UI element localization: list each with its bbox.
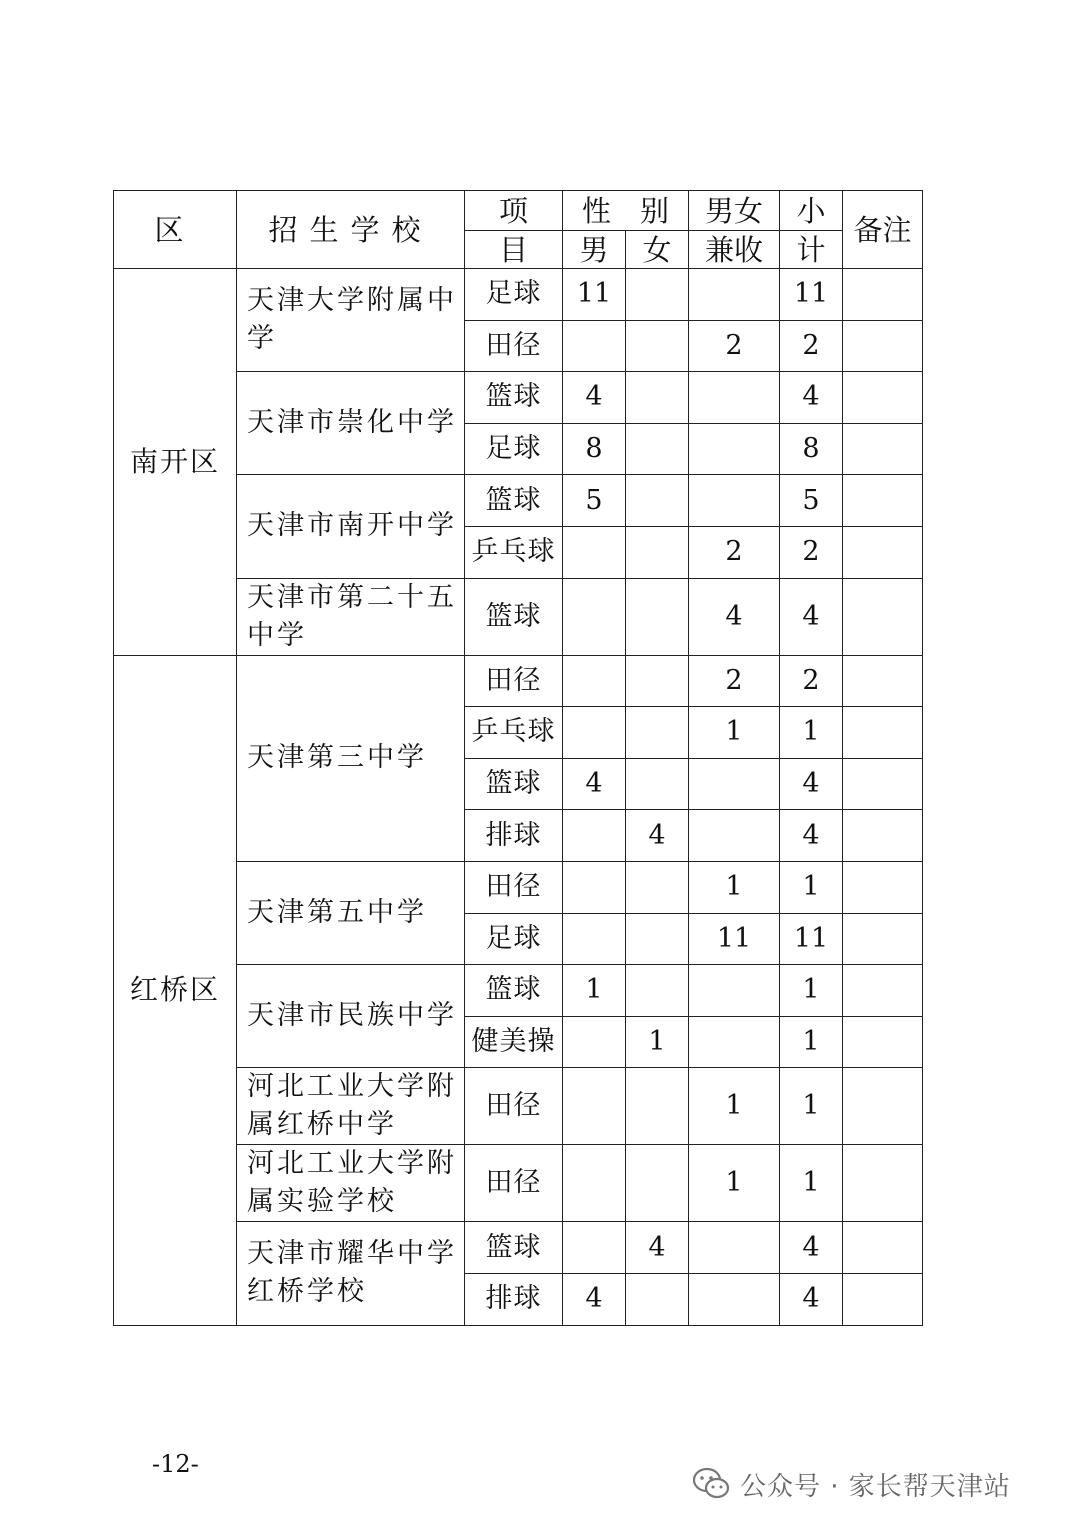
subtotal-cell: 5: [780, 475, 843, 527]
coed-count-cell: [689, 1273, 780, 1325]
sport-cell: 篮球: [465, 965, 563, 1017]
female-count-cell: [626, 320, 689, 372]
male-count-cell: [563, 526, 626, 578]
female-count-cell: 4: [626, 1222, 689, 1274]
male-count-cell: [563, 913, 626, 965]
header-male: 男: [563, 231, 626, 269]
subtotal-cell: 4: [780, 758, 843, 810]
male-count-cell: 1: [563, 965, 626, 1017]
sport-cell: 健美操: [465, 1016, 563, 1068]
coed-count-cell: [689, 965, 780, 1017]
sport-cell: 足球: [465, 269, 563, 321]
remark-cell: [843, 1273, 923, 1325]
sport-cell: 排球: [465, 810, 563, 862]
district-cell: 红桥区: [114, 655, 237, 1325]
female-count-cell: [626, 707, 689, 759]
male-count-cell: 4: [563, 1273, 626, 1325]
sport-cell: 足球: [465, 423, 563, 475]
subtotal-cell: 2: [780, 655, 843, 707]
remark-cell: [843, 1016, 923, 1068]
male-count-cell: [563, 320, 626, 372]
sport-cell: 篮球: [465, 372, 563, 424]
table-row: [114, 269, 923, 321]
female-count-cell: 1: [626, 1016, 689, 1068]
remark-cell: [843, 965, 923, 1017]
remark-cell: [843, 475, 923, 527]
watermark: [692, 1464, 1011, 1504]
subtotal-cell: 1: [780, 861, 843, 913]
coed-count-cell: 2: [689, 655, 780, 707]
remark-cell: [843, 1145, 923, 1222]
coed-count-cell: 1: [689, 707, 780, 759]
watermark-text: 公众号 · 家长帮天津站: [740, 1471, 1011, 1502]
coed-count-cell: 1: [689, 1068, 780, 1145]
coed-count-cell: [689, 372, 780, 424]
remark-cell: [843, 913, 923, 965]
sport-cell: 篮球: [465, 758, 563, 810]
school-cell: 天津大学附属中学: [237, 269, 465, 372]
male-count-cell: [563, 1145, 626, 1222]
remark-cell: [843, 1068, 923, 1145]
table-row: [114, 655, 923, 707]
header-sport-top: 项: [465, 191, 563, 231]
school-cell: 天津市民族中学: [237, 965, 465, 1068]
remark-cell: [843, 707, 923, 759]
school-cell: 天津第三中学: [237, 655, 465, 861]
sport-cell: 排球: [465, 1273, 563, 1325]
coed-count-cell: [689, 475, 780, 527]
male-count-cell: [563, 655, 626, 707]
female-count-cell: [626, 758, 689, 810]
remark-cell: [843, 320, 923, 372]
district-cell: 南开区: [114, 269, 237, 656]
male-count-cell: 11: [563, 269, 626, 321]
sport-cell: 乒乓球: [465, 526, 563, 578]
subtotal-cell: 4: [780, 578, 843, 655]
sport-cell: 田径: [465, 1068, 563, 1145]
male-count-cell: [563, 707, 626, 759]
subtotal-cell: 1: [780, 1068, 843, 1145]
female-count-cell: [626, 578, 689, 655]
coed-count-cell: [689, 423, 780, 475]
coed-count-cell: 2: [689, 320, 780, 372]
school-cell: 天津市崇化中学: [237, 372, 465, 475]
header-district: 区: [114, 191, 237, 269]
subtotal-cell: 1: [780, 1016, 843, 1068]
subtotal-cell: 11: [780, 913, 843, 965]
female-count-cell: [626, 861, 689, 913]
remark-cell: [843, 578, 923, 655]
female-count-cell: [626, 526, 689, 578]
coed-count-cell: 2: [689, 526, 780, 578]
remark-cell: [843, 269, 923, 321]
sport-cell: 篮球: [465, 1222, 563, 1274]
table-header: [114, 191, 923, 269]
subtotal-cell: 1: [780, 707, 843, 759]
female-count-cell: 4: [626, 810, 689, 862]
sport-cell: 篮球: [465, 578, 563, 655]
subtotal-cell: 1: [780, 965, 843, 1017]
male-count-cell: 4: [563, 758, 626, 810]
male-count-cell: 5: [563, 475, 626, 527]
remark-cell: [843, 1222, 923, 1274]
male-count-cell: [563, 810, 626, 862]
header-female: 女: [626, 231, 689, 269]
subtotal-cell: 4: [780, 1273, 843, 1325]
remark-cell: [843, 423, 923, 475]
subtotal-cell: 1: [780, 1145, 843, 1222]
coed-count-cell: 1: [689, 861, 780, 913]
school-cell: 河北工业大学附属红桥中学: [237, 1068, 465, 1145]
coed-count-cell: [689, 1222, 780, 1274]
sport-cell: 足球: [465, 913, 563, 965]
female-count-cell: [626, 423, 689, 475]
sport-cell: 田径: [465, 1145, 563, 1222]
subtotal-cell: 4: [780, 1222, 843, 1274]
female-count-cell: [626, 655, 689, 707]
page-number: -12-: [152, 1450, 199, 1478]
subtotal-cell: 2: [780, 320, 843, 372]
header-subtotal-bottom: 计: [780, 231, 843, 269]
remark-cell: [843, 655, 923, 707]
male-count-cell: [563, 1222, 626, 1274]
enrollment-table: [113, 190, 923, 1326]
female-count-cell: [626, 269, 689, 321]
coed-count-cell: 1: [689, 1145, 780, 1222]
sport-cell: 乒乓球: [465, 707, 563, 759]
coed-count-cell: [689, 758, 780, 810]
male-count-cell: 8: [563, 423, 626, 475]
subtotal-cell: 2: [780, 526, 843, 578]
school-cell: 天津市耀华中学红桥学校: [237, 1222, 465, 1325]
coed-count-cell: [689, 1016, 780, 1068]
male-count-cell: [563, 578, 626, 655]
header-remark: 备注: [843, 191, 923, 269]
male-count-cell: [563, 1068, 626, 1145]
female-count-cell: [626, 475, 689, 527]
female-count-cell: [626, 1145, 689, 1222]
header-school: 招生学校: [237, 191, 465, 269]
header-sport-bottom: 目: [465, 231, 563, 269]
remark-cell: [843, 758, 923, 810]
female-count-cell: [626, 965, 689, 1017]
table-body: [114, 269, 923, 1326]
coed-count-cell: 4: [689, 578, 780, 655]
male-count-cell: 4: [563, 372, 626, 424]
header-gender: 性 别: [563, 191, 689, 231]
subtotal-cell: 11: [780, 269, 843, 321]
school-cell: 天津市南开中学: [237, 475, 465, 578]
sport-cell: 田径: [465, 655, 563, 707]
remark-cell: [843, 861, 923, 913]
school-cell: 天津第五中学: [237, 861, 465, 964]
female-count-cell: [626, 372, 689, 424]
coed-count-cell: [689, 269, 780, 321]
header-coed-bottom: 兼收: [689, 231, 780, 269]
school-cell: 河北工业大学附属实验学校: [237, 1145, 465, 1222]
coed-count-cell: 11: [689, 913, 780, 965]
male-count-cell: [563, 1016, 626, 1068]
female-count-cell: [626, 1068, 689, 1145]
coed-count-cell: [689, 810, 780, 862]
sport-cell: 田径: [465, 320, 563, 372]
sport-cell: 田径: [465, 861, 563, 913]
school-cell: 天津市第二十五中学: [237, 578, 465, 655]
male-count-cell: [563, 861, 626, 913]
header-subtotal-top: 小: [780, 191, 843, 231]
subtotal-cell: 8: [780, 423, 843, 475]
wechat-icon: [692, 1467, 730, 1501]
subtotal-cell: 4: [780, 372, 843, 424]
subtotal-cell: 4: [780, 810, 843, 862]
remark-cell: [843, 526, 923, 578]
header-coed-top: 男女: [689, 191, 780, 231]
female-count-cell: [626, 1273, 689, 1325]
female-count-cell: [626, 913, 689, 965]
remark-cell: [843, 810, 923, 862]
remark-cell: [843, 372, 923, 424]
sport-cell: 篮球: [465, 475, 563, 527]
